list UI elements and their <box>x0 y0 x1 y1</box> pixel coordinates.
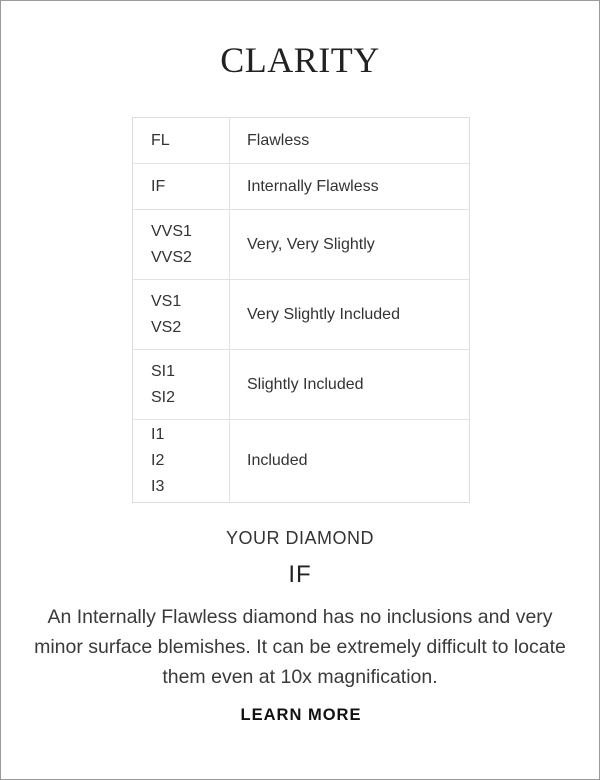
clarity-table <box>132 117 470 503</box>
grade-label: Slightly Included <box>230 350 470 420</box>
table-row <box>133 280 470 350</box>
grade-label: Internally Flawless <box>230 164 470 210</box>
grade-code: VS2 <box>151 318 182 336</box>
your-diamond-grade: IF <box>288 561 312 588</box>
grade-code-cell <box>133 350 230 420</box>
grade-code-cell <box>133 164 230 210</box>
table-row <box>133 420 470 503</box>
your-diamond-label: YOUR DIAMOND <box>225 528 374 548</box>
grade-label: Flawless <box>247 131 310 149</box>
learn-more-button[interactable]: LEARN MORE <box>201 706 401 725</box>
grade-description: An Internally Flawless diamond has no inclusions and very minor surface blemishes. It can be extremely difficult to locate them even at 10x magnification. <box>34 606 566 688</box>
grade-code: VVS2 <box>151 248 192 266</box>
grade-code: IF <box>151 177 166 195</box>
grade-code-cell <box>133 420 230 503</box>
table-row <box>133 210 470 280</box>
grade-code: I1 <box>151 426 165 443</box>
table-row <box>133 164 470 210</box>
grade-code: SI1 <box>151 362 176 380</box>
page-title: CLARITY <box>220 40 380 80</box>
grade-code: FL <box>151 131 170 149</box>
grade-code: I2 <box>151 452 165 469</box>
grade-code: SI2 <box>151 388 176 406</box>
grade-label: Very Slightly Included <box>230 280 470 350</box>
table-row <box>133 350 470 420</box>
grade-code: VS1 <box>151 292 182 310</box>
grade-code-cell <box>133 118 230 164</box>
table-row <box>133 118 470 164</box>
grade-code-cell <box>133 210 230 280</box>
grade-code: VVS1 <box>151 222 192 240</box>
grade-code: I3 <box>151 478 165 495</box>
grade-label: Very, Very Slightly <box>230 210 470 280</box>
grade-code-cell <box>133 280 230 350</box>
grade-label: Included <box>230 420 470 503</box>
